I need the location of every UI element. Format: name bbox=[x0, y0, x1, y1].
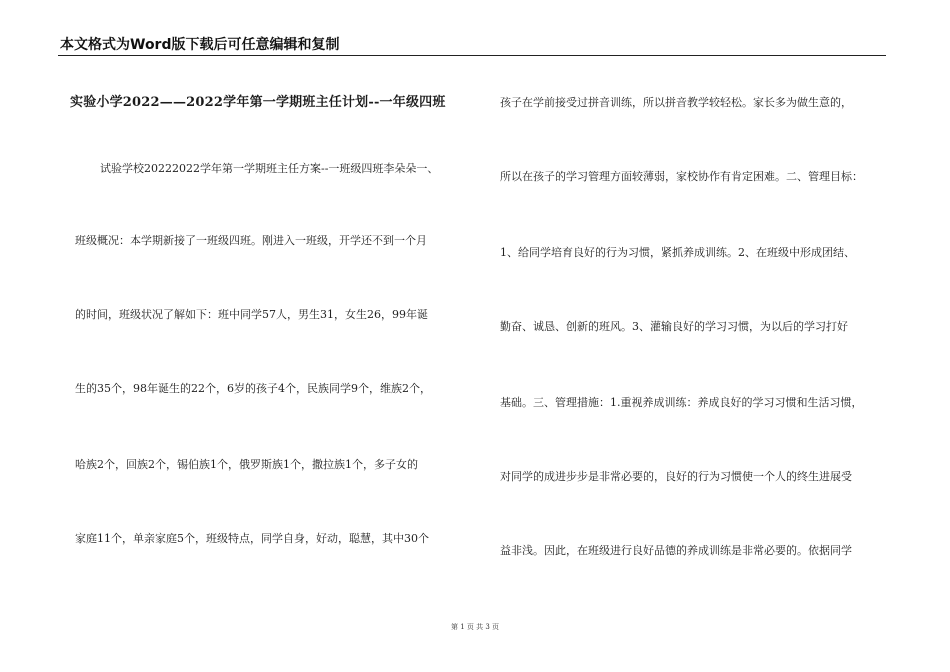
left-line-4: 生的35个，98年诞生的22个，6岁的孩子4个，民族同学9个，维族2个， bbox=[75, 382, 431, 395]
header-divider bbox=[58, 55, 886, 56]
right-line-3: 1、给同学培育良好的行为习惯，紧抓养成训练。2、在班级中形成团结、 bbox=[500, 246, 855, 259]
right-line-5: 基础。三、管理措施：1.重视养成训练：养成良好的学习习惯和生活习惯， bbox=[500, 396, 863, 409]
right-line-4: 勤奋、诚恳、创新的班风。3、灌输良好的学习习惯，为以后的学习打好 bbox=[500, 320, 848, 333]
left-line-1: 试验学校20222022学年第一学期班主任方案--一班级四班李朵朵一、 bbox=[100, 162, 439, 175]
page-number: 第 1 页 共 3 页 bbox=[450, 623, 500, 631]
document-title: 实验小学2022——2022学年第一学期班主任计划--一年级四班 bbox=[70, 95, 446, 110]
left-line-6: 家庭11个，单亲家庭5个，班级特点，同学自身，好动，聪慧，其中30个 bbox=[75, 532, 429, 545]
header-title: 本文格式为Word版下载后可任意编辑和复制 bbox=[60, 37, 340, 53]
right-line-7: 益非浅。因此，在班级进行良好品德的养成训练是非常必要的。依据同学 bbox=[500, 544, 852, 557]
left-line-2: 班级概况：本学期新接了一班级四班。刚进入一班级，开学还不到一个月 bbox=[75, 234, 427, 247]
right-line-1: 孩子在学前接受过拼音训练，所以拼音教学较轻松。家长多为做生意的， bbox=[500, 96, 852, 109]
left-line-3: 的时间，班级状况了解如下：班中同学57人，男生31，女生26，99年诞 bbox=[75, 308, 428, 321]
right-line-6: 对同学的成进步步是非常必要的，良好的行为习惯使一个人的终生进展受 bbox=[500, 470, 852, 483]
left-line-5: 哈族2个，回族2个，锡伯族1个，俄罗斯族1个，撒拉族1个，多子女的 bbox=[75, 458, 418, 471]
right-line-2: 所以在孩子的学习管理方面较薄弱，家校协作有肯定困难。二、管理目标： bbox=[500, 170, 863, 183]
